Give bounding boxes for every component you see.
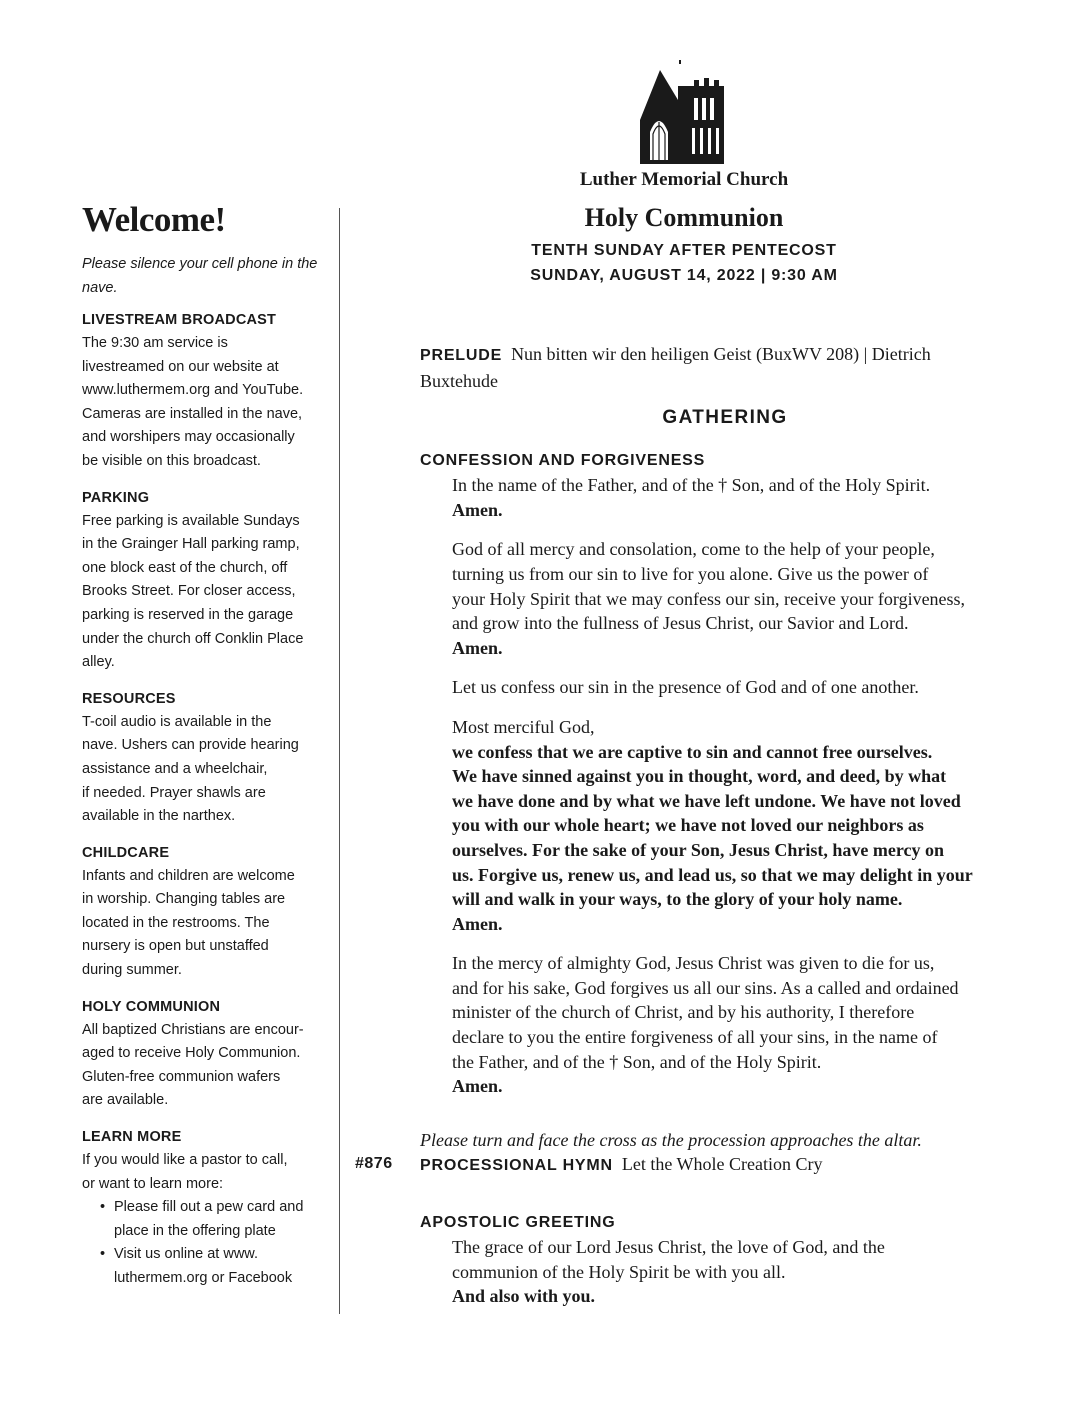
text-line: Cameras are installed in the nave, xyxy=(82,405,303,422)
text-line: We have sinned against you in thought, word, and deed, by what xyxy=(452,766,947,787)
section-heading: HOLY COMMUNION xyxy=(82,998,221,1015)
list-item xyxy=(100,1243,332,1290)
greeting-text xyxy=(420,1235,1030,1309)
confession-label: CONFESSION AND FORGIVENESS xyxy=(420,452,706,470)
text-line: declare to you the entire forgiveness of all your sins, in the name of xyxy=(452,1027,938,1048)
section-heading: CHILDCARE xyxy=(82,844,170,861)
text-line: The 9:30 am service is xyxy=(82,335,228,351)
text-line: and worshipers may occasionally xyxy=(82,429,295,446)
welcome-sidebar xyxy=(82,200,332,1303)
text-line: In the mercy of almighty God, Jesus Christ was given to die for us, xyxy=(452,953,935,974)
text-line: ourselves. For the sake of your Son, Jesus Christ, have mercy on xyxy=(452,839,944,860)
section-heading: LEARN MORE xyxy=(82,1129,182,1146)
text-line: In the name of the Father, and of the † Son, and of the Holy Spirit. xyxy=(452,475,931,496)
hymn-title: Let the Whole Creation Cry xyxy=(621,1154,823,1175)
section-body xyxy=(82,510,332,675)
text-line: Most merciful God, xyxy=(452,716,595,737)
text-line: or want to learn more: xyxy=(82,1175,224,1192)
column-divider xyxy=(339,208,340,1314)
section-body xyxy=(82,332,332,474)
text-line: Brooks Street. For closer access, xyxy=(82,583,296,600)
call-to-confession xyxy=(420,537,1030,660)
text-line: your Holy Spirit that we may confess our sin, receive your forgiveness, xyxy=(452,588,966,609)
learn-more-list xyxy=(82,1196,332,1290)
text-line: Free parking is available Sundays xyxy=(82,512,300,529)
text-line: Let us confess our sin in the presence of God and of one another. xyxy=(452,677,919,698)
hymn-number: #876 xyxy=(355,1155,393,1173)
learn-more-section xyxy=(82,1125,332,1291)
childcare-section xyxy=(82,841,332,983)
text-line: turning us from our sin to live for you alone. Give us the power of xyxy=(452,563,929,584)
text-line: aged to receive Holy Communion. xyxy=(82,1045,301,1062)
invocation xyxy=(420,473,1030,522)
amen-response: Amen. xyxy=(452,1076,503,1097)
hymn-label: PROCESSIONAL HYMN xyxy=(420,1157,613,1175)
text-line: place in the offering plate xyxy=(114,1222,276,1239)
amen-response: Amen. xyxy=(452,913,503,934)
order-of-worship xyxy=(355,342,1030,1309)
church-building-icon xyxy=(636,60,728,166)
text-line: Please fill out a pew card and xyxy=(114,1199,304,1216)
amen-response: Amen. xyxy=(452,637,503,658)
congregation-response: And also with you. xyxy=(452,1286,596,1307)
prelude-text-cont: Buxtehude xyxy=(420,370,498,391)
text-line: under the church off Conklin Place xyxy=(82,630,304,647)
processional-hymn xyxy=(355,1152,1030,1179)
text-line: you with our whole heart; we have not loved our neighbors as xyxy=(452,815,924,836)
greeting-label: APOSTOLIC GREETING xyxy=(420,1214,616,1232)
text-line: parking is reserved in the garage xyxy=(82,606,294,623)
welcome-title: Welcome! xyxy=(82,200,226,239)
text-line: in worship. Changing tables are xyxy=(82,891,286,908)
text-line: in the Grainger Hall parking ramp, xyxy=(82,536,300,553)
text-line: Infants and children are welcome xyxy=(82,867,295,884)
text-line: available in the narthex. xyxy=(82,808,236,825)
text-line: one block east of the church, off xyxy=(82,559,288,576)
resources-section xyxy=(82,687,332,829)
holy-communion-section xyxy=(82,995,332,1113)
section-body xyxy=(82,1019,332,1113)
text-line: The grace of our Lord Jesus Christ, the love of God, and the xyxy=(452,1237,885,1258)
service-title: Holy Communion xyxy=(584,203,784,232)
confession-invitation xyxy=(420,675,1030,700)
text-line: we confess that we are captive to sin and cannot free ourselves. xyxy=(452,741,933,762)
parking-section xyxy=(82,486,332,675)
text-line: T-coil audio is available in the xyxy=(82,713,272,730)
text-line: will and walk in your ways, to the glory of your holy name. xyxy=(452,889,903,910)
text-line: assistance and a wheelchair, xyxy=(82,760,268,777)
absolution xyxy=(420,951,1030,1099)
text-line: All baptized Christians are encour- xyxy=(82,1021,304,1038)
text-line: if needed. Prayer shawls are xyxy=(82,784,266,801)
text-line: nave. Ushers can provide hearing xyxy=(82,737,299,754)
text-line: nursery is open but unstaffed xyxy=(82,938,269,955)
text-line: Visit us online at www. xyxy=(114,1246,258,1263)
section-heading: LIVESTREAM BROADCAST xyxy=(82,312,277,328)
prelude xyxy=(420,342,1030,393)
service-date-time: SUNDAY, AUGUST 14, 2022 | 9:30 AM xyxy=(530,267,838,284)
text-line: the Father, and of the † Son, and of the Holy Spirit. xyxy=(452,1051,822,1072)
text-line: us. Forgive us, renew us, and lead us, so that we may delight in your xyxy=(452,864,973,885)
text-line: we have done and by what we have left undone. We have not loved xyxy=(452,790,961,811)
confession-forgiveness xyxy=(420,449,1030,1099)
sunday-name: TENTH SUNDAY AFTER PENTECOST xyxy=(531,242,837,259)
section-body xyxy=(82,711,332,829)
section-heading: PARKING xyxy=(82,489,150,506)
livestream-section xyxy=(82,308,332,474)
text-line: If you would like a pastor to call, xyxy=(82,1152,288,1169)
confession-prayer xyxy=(420,715,1030,936)
text-line: www.luthermem.org and YouTube. xyxy=(82,382,304,399)
prelude-label: PRELUDE xyxy=(420,347,503,364)
text-line: be visible on this broadcast. xyxy=(82,452,261,469)
text-line: livestreamed on our website at xyxy=(82,358,279,375)
amen-response: Amen. xyxy=(452,499,503,520)
text-line: during summer. xyxy=(82,962,182,979)
prelude-text: Nun bitten wir den heiligen Geist (BuxWV 208) | Dietrich xyxy=(511,344,931,364)
section-heading: RESOURCES xyxy=(82,690,176,707)
apostolic-greeting xyxy=(420,1211,1030,1309)
section-body xyxy=(82,1149,332,1196)
text-line: minister of the church of Christ, and by his authority, I therefore xyxy=(452,1002,915,1023)
procession-note: Please turn and face the cross as the procession approaches the altar. xyxy=(420,1129,922,1150)
text-line: God of all mercy and consolation, come to the help of your people, xyxy=(452,539,935,560)
text-line: located in the restrooms. The xyxy=(82,914,270,931)
gathering-heading: GATHERING xyxy=(662,407,788,429)
text-line: communion of the Holy Spirit be with you all. xyxy=(452,1261,786,1282)
text-line: and for his sake, God forgives us all our sins. As a called and ordained xyxy=(452,977,959,998)
church-name: Luther Memorial Church xyxy=(579,169,789,190)
text-line: Gluten-free communion wafers xyxy=(82,1068,281,1085)
bullet-icon: • xyxy=(100,1246,106,1263)
list-item xyxy=(100,1196,332,1243)
silence-phone-note: Please silence your cell phone in the nave. xyxy=(82,256,318,296)
text-line: are available. xyxy=(82,1092,169,1109)
text-line: alley. xyxy=(82,654,115,671)
text-line: luthermem.org or Facebook xyxy=(114,1270,293,1286)
section-body xyxy=(82,865,332,983)
text-line: and grow into the fullness of Jesus Christ, our Savior and Lord. xyxy=(452,613,909,634)
bullet-icon: • xyxy=(100,1199,106,1216)
